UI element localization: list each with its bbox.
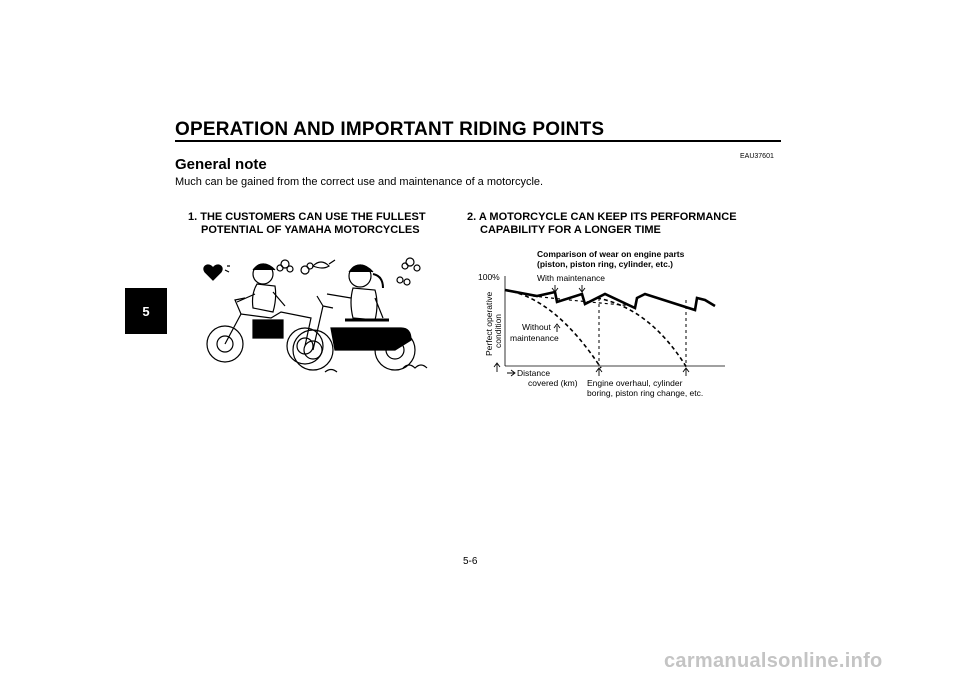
wear-comparison-chart: [475, 248, 735, 398]
section-heading: General note: [175, 156, 267, 173]
x-axis-label-line-1: Distance: [517, 368, 551, 378]
point-2-line-2: CAPABILITY FOR A LONGER TIME: [480, 224, 661, 236]
overhaul-label-line-2: boring, piston ring change, etc.: [587, 388, 704, 398]
flower-icons: [277, 258, 420, 285]
arrow-up-icon: [554, 324, 560, 332]
chapter-tab: 5: [125, 288, 167, 334]
page-number: 5-6: [463, 556, 478, 567]
bird-icon: [313, 260, 335, 268]
without-maintenance-curve-1: [505, 290, 601, 368]
x-axis-label-line-2: covered (km): [528, 378, 578, 388]
point-1-line-2: POTENTIAL OF YAMAHA MOTORCYCLES: [201, 224, 420, 236]
with-maintenance-line: [505, 290, 715, 310]
chart-title-line-1: Comparison of wear on engine parts: [537, 249, 685, 259]
y-axis-tick-100: 100%: [478, 272, 500, 282]
document-code: EAU37601: [740, 153, 774, 160]
y-axis-label-line-1: Perfect operative: [484, 291, 494, 356]
heart-icon: [204, 265, 222, 280]
page-title: OPERATION AND IMPORTANT RIDING POINTS: [175, 119, 605, 140]
point-1-line-1: 1. THE CUSTOMERS CAN USE THE FULLEST: [188, 211, 426, 223]
without-maintenance-label-line-1: Without: [522, 322, 551, 332]
intro-paragraph: Much can be gained from the correct use and maintenance of a motorcycle.: [175, 176, 544, 188]
y-axis-label-line-2: condition: [493, 313, 503, 348]
watermark: carmanualsonline.info: [664, 650, 883, 672]
riders-illustration: [195, 250, 435, 380]
chart-title-line-2: (piston, piston ring, cylinder, etc.): [537, 259, 674, 269]
without-maintenance-label-line-2: maintenance: [510, 333, 559, 343]
arrow-right-icon: [507, 370, 515, 376]
point-2-line-1: 2. A MOTORCYCLE CAN KEEP ITS PERFORMANCE: [467, 211, 737, 223]
arrow-down-icon: [579, 285, 585, 292]
with-maintenance-label: With maintenance: [537, 273, 606, 283]
overhaul-label-line-1: Engine overhaul, cylinder: [587, 378, 683, 388]
arrow-up-icon: [683, 368, 689, 376]
arrow-up-icon: [494, 363, 500, 372]
header-divider: [175, 140, 781, 142]
without-maintenance-curve-2: [597, 298, 687, 368]
arrow-up-icon: [596, 368, 602, 376]
